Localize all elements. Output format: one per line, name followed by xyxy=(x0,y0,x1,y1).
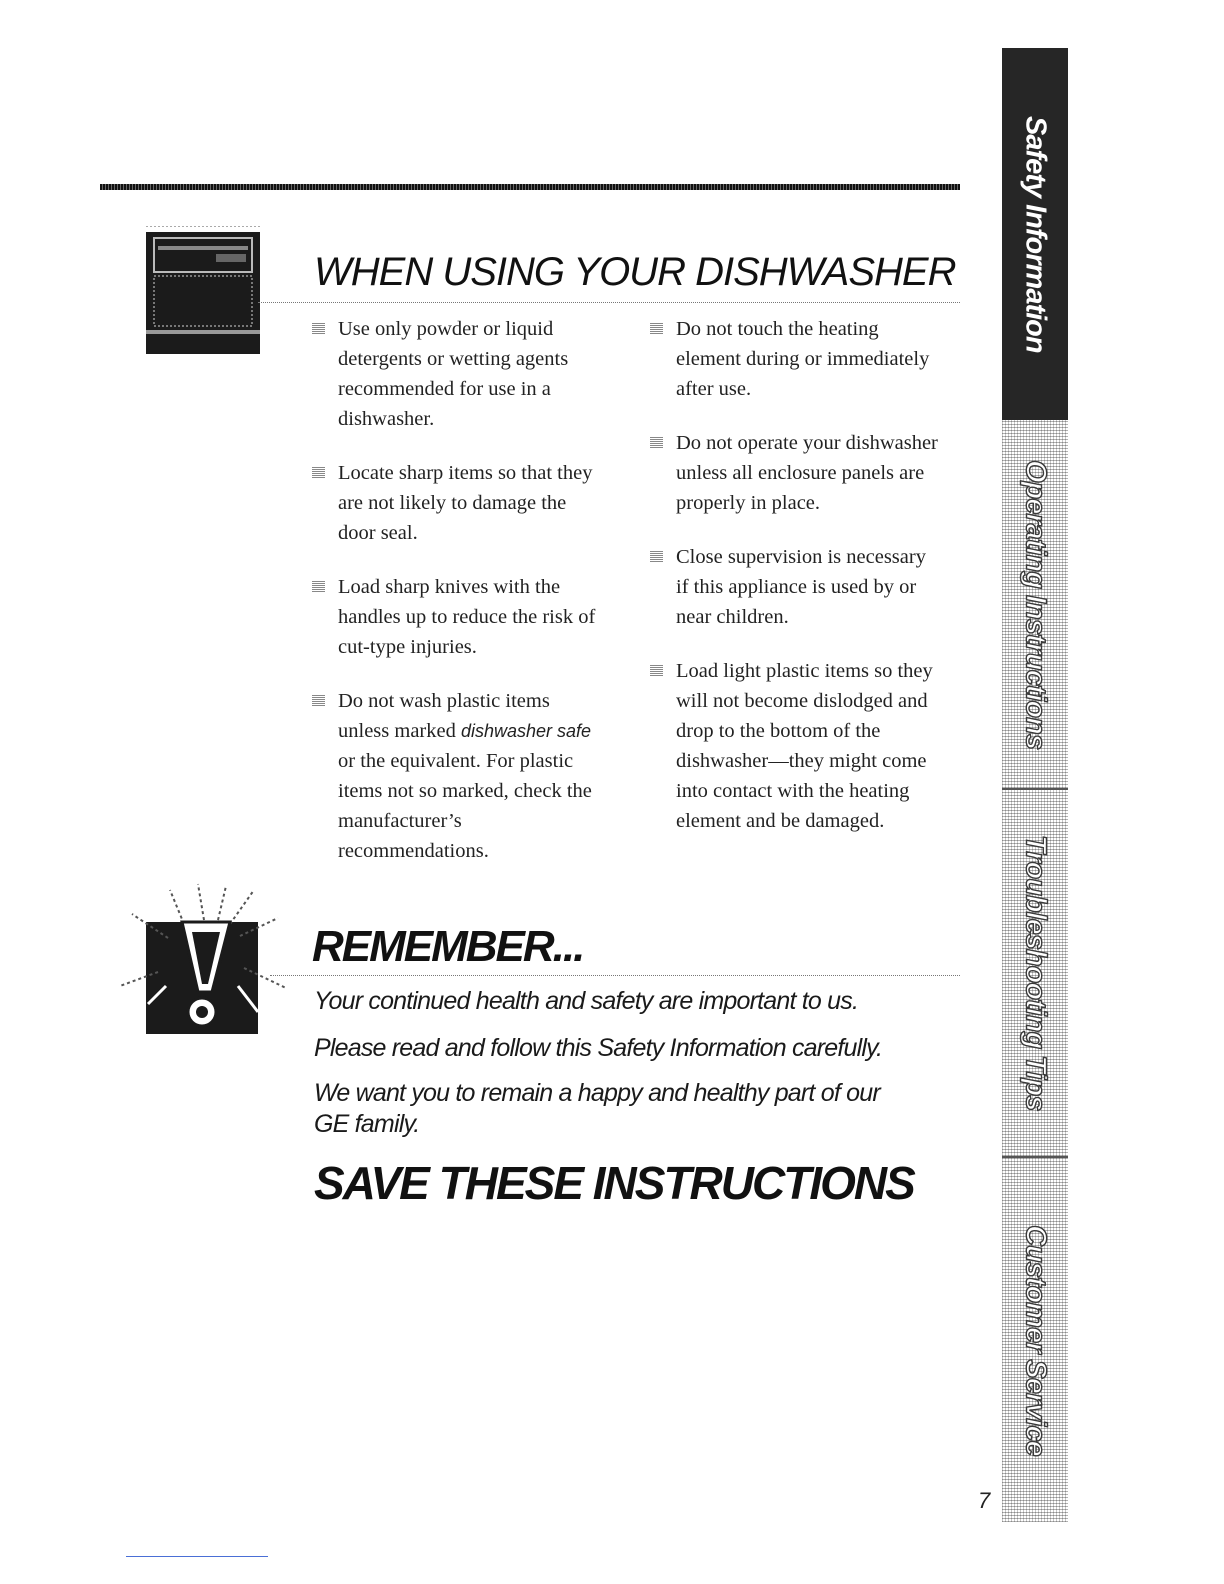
bullet-square-icon xyxy=(312,695,325,706)
tab-label: Operating Instructions xyxy=(1019,459,1052,749)
bullet-square-icon xyxy=(312,323,325,334)
bullet-square-icon xyxy=(650,551,663,562)
item-text: Use only powder or liquid detergents or wetting agents recommended for use in a dishwasher. xyxy=(338,318,569,430)
list-item xyxy=(650,542,940,632)
item-text-emphasis: dishwasher safe xyxy=(460,721,592,741)
item-text: Load light plastic items so they will not become dislodged and drop to the bottom of the dishwasher—they might come into contact with the heating element and be damaged. xyxy=(676,660,933,832)
remember-line: We want you to remain a happy and healthy part of our GE family. xyxy=(314,1079,880,1138)
remember-rule xyxy=(270,975,960,976)
list-item xyxy=(650,656,940,836)
exclamation-alert-icon xyxy=(118,880,290,1040)
item-text: or the equivalent. For plastic items not so marked, check the manufacturer’s recommendations. xyxy=(338,750,592,862)
save-instructions-heading: SAVE THESE INSTRUCTIONS xyxy=(314,1157,914,1209)
list-item xyxy=(312,314,602,434)
list-item xyxy=(312,458,602,548)
bullet-square-icon xyxy=(650,665,663,676)
list-item xyxy=(312,572,602,662)
bottom-rule xyxy=(126,1556,268,1557)
dishwasher-icon xyxy=(146,226,260,354)
section-title: WHEN USING YOUR DISHWASHER xyxy=(314,250,956,294)
item-text: Do not operate your dishwasher unless all enclosure panels are properly in place. xyxy=(676,432,938,514)
item-text: Close supervision is necessary if this appliance is used by or near children. xyxy=(676,546,926,628)
page-number: 7 xyxy=(978,1488,991,1513)
item-text: Do not touch the heating element during or immediately after use. xyxy=(676,318,930,400)
top-rule xyxy=(100,184,960,190)
item-text: Locate sharp items so that they are not likely to damage the door seal. xyxy=(338,462,593,544)
title-rule xyxy=(258,302,960,303)
remember-line: Please read and follow this Safety Information carefully. xyxy=(314,1034,883,1062)
tab-label: Safety Information xyxy=(1019,115,1052,353)
item-text: Do not wash plastic items unless marked xyxy=(338,690,550,742)
tab-safety-information[interactable] xyxy=(1002,48,1068,420)
left-column xyxy=(312,314,602,890)
tab-operating-instructions[interactable] xyxy=(1002,420,1068,788)
tab-troubleshooting-tips[interactable] xyxy=(1002,790,1068,1156)
item-text: Load sharp knives with the handles up to reduce the risk of cut-type injuries. xyxy=(338,576,596,658)
list-item xyxy=(650,428,940,518)
bullet-square-icon xyxy=(312,581,325,592)
tab-label: Troubleshooting Tips xyxy=(1019,835,1052,1111)
list-item xyxy=(650,314,940,404)
remember-line: Your continued health and safety are important to us. xyxy=(314,987,859,1015)
right-column xyxy=(650,314,940,860)
bullet-square-icon xyxy=(650,323,663,334)
remember-title: REMEMBER... xyxy=(312,922,584,971)
bullet-square-icon xyxy=(312,467,325,478)
bullet-square-icon xyxy=(650,437,663,448)
tab-label: Customer Service xyxy=(1019,1224,1052,1456)
list-item xyxy=(312,686,602,866)
tab-customer-service[interactable] xyxy=(1002,1158,1068,1522)
